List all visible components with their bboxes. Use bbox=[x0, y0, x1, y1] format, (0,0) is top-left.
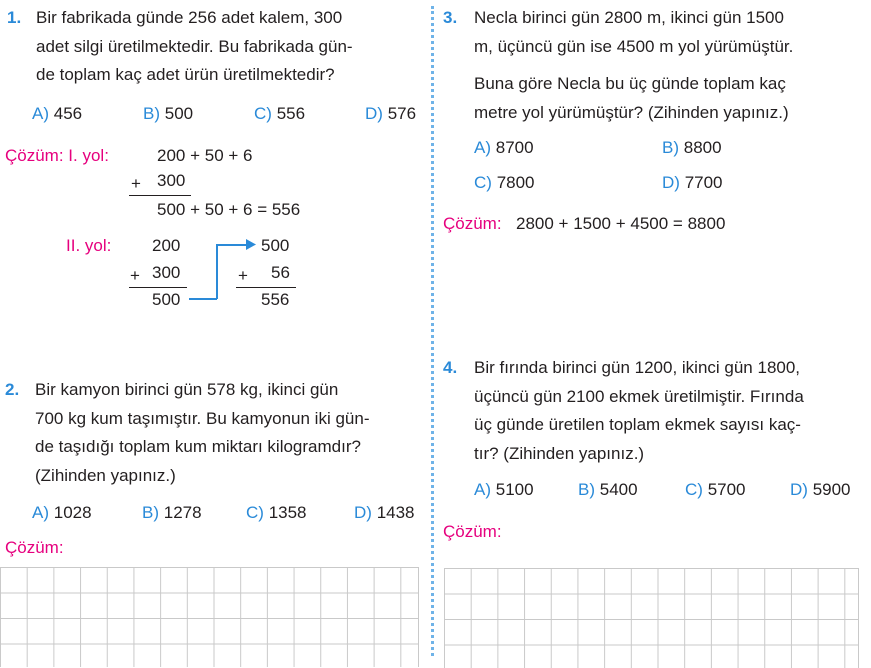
way1-plus: + bbox=[131, 174, 141, 193]
way2-plus2: + bbox=[238, 266, 248, 285]
connector-line bbox=[216, 244, 248, 246]
connector-line bbox=[189, 298, 217, 300]
option-d[interactable]: D) 5900 bbox=[790, 480, 851, 499]
way2-label: II. yol: bbox=[66, 236, 112, 255]
way2-a: 200 bbox=[152, 236, 181, 255]
option-d[interactable]: D) 7700 bbox=[662, 173, 723, 192]
question-text: Necla birinci gün 2800 m, ikinci gün 1500 m, üçüncü gün ise 4500 m yol yürümüştür. bbox=[474, 8, 794, 56]
question-text: Buna göre Necla bu üç günde toplam kaç metre yol yürümüştür? (Zihinden yapınız.) bbox=[474, 74, 789, 122]
option-b[interactable]: B) 5400 bbox=[578, 480, 638, 499]
solution-label: Çözüm: bbox=[443, 214, 502, 233]
answer-grid[interactable] bbox=[444, 568, 859, 668]
question-number: 3. bbox=[443, 8, 458, 27]
solution-expression: 2800 + 1500 + 4500 = 8800 bbox=[516, 214, 726, 233]
way1-addend: 300 bbox=[157, 171, 186, 190]
option-c[interactable]: C) 7800 bbox=[474, 173, 535, 192]
sum-line bbox=[129, 287, 187, 288]
option-a[interactable]: A) 5100 bbox=[474, 480, 534, 499]
question-number: 1. bbox=[7, 8, 22, 27]
solution-label: Çözüm: I. yol: bbox=[5, 146, 109, 165]
question-text: Bir fırında birinci gün 1200, ikinci gün 1800, üçüncü gün 2100 ekmek üretilmiştir. Fırında üç günde üretilen toplam ekmek sayısı kaç- tır? (Zihinden yapınız.) bbox=[474, 358, 804, 463]
option-d[interactable]: D) 576 bbox=[365, 104, 417, 123]
question-1 bbox=[0, 0, 431, 340]
option-d[interactable]: D) 1438 bbox=[354, 503, 415, 522]
way1-result: 500 + 50 + 6 = 556 bbox=[157, 200, 301, 219]
way2-b: 300 bbox=[152, 263, 181, 282]
connector-line bbox=[216, 244, 218, 299]
option-a[interactable]: A) 1028 bbox=[32, 503, 92, 522]
question-number: 2. bbox=[5, 380, 20, 399]
way2-d: 56 bbox=[271, 263, 290, 282]
solution-label: Çözüm: bbox=[5, 538, 64, 557]
question-4 bbox=[434, 350, 871, 560]
way2-sum: 500 bbox=[152, 290, 181, 309]
solution-label: Çözüm: bbox=[443, 522, 502, 541]
option-c[interactable]: C) 5700 bbox=[685, 480, 746, 499]
way2-c: 500 bbox=[261, 236, 290, 255]
sum-line bbox=[129, 195, 191, 196]
arrow-right-icon bbox=[246, 239, 256, 250]
option-b[interactable]: B) 500 bbox=[143, 104, 194, 123]
question-text: Bir kamyon birinci gün 578 kg, ikinci gün 700 kg kum taşımıştır. Bu kamyonun iki gün- de taşıdığı toplam kum miktarı kilogramdır? (Zihinden yapınız.) bbox=[35, 380, 370, 485]
option-c[interactable]: C) 556 bbox=[254, 104, 306, 123]
question-text: Bir fabrikada günde 256 adet kalem, 300 adet silgi üretilmektedir. Bu fabrikada gün- de toplam kaç adet ürün üretilmektedir? bbox=[36, 8, 353, 84]
question-number: 4. bbox=[443, 358, 458, 377]
answer-grid[interactable] bbox=[0, 567, 419, 667]
sum-line bbox=[236, 287, 296, 288]
question-3 bbox=[434, 0, 871, 250]
option-c[interactable]: C) 1358 bbox=[246, 503, 307, 522]
option-a[interactable]: A) 8700 bbox=[474, 138, 534, 157]
option-b[interactable]: B) 8800 bbox=[662, 138, 722, 157]
option-a[interactable]: A) 456 bbox=[32, 104, 83, 123]
way2-total: 556 bbox=[261, 290, 290, 309]
way1-line1: 200 + 50 + 6 bbox=[157, 146, 253, 165]
option-b[interactable]: B) 1278 bbox=[142, 503, 202, 522]
way2-plus: + bbox=[130, 266, 140, 285]
